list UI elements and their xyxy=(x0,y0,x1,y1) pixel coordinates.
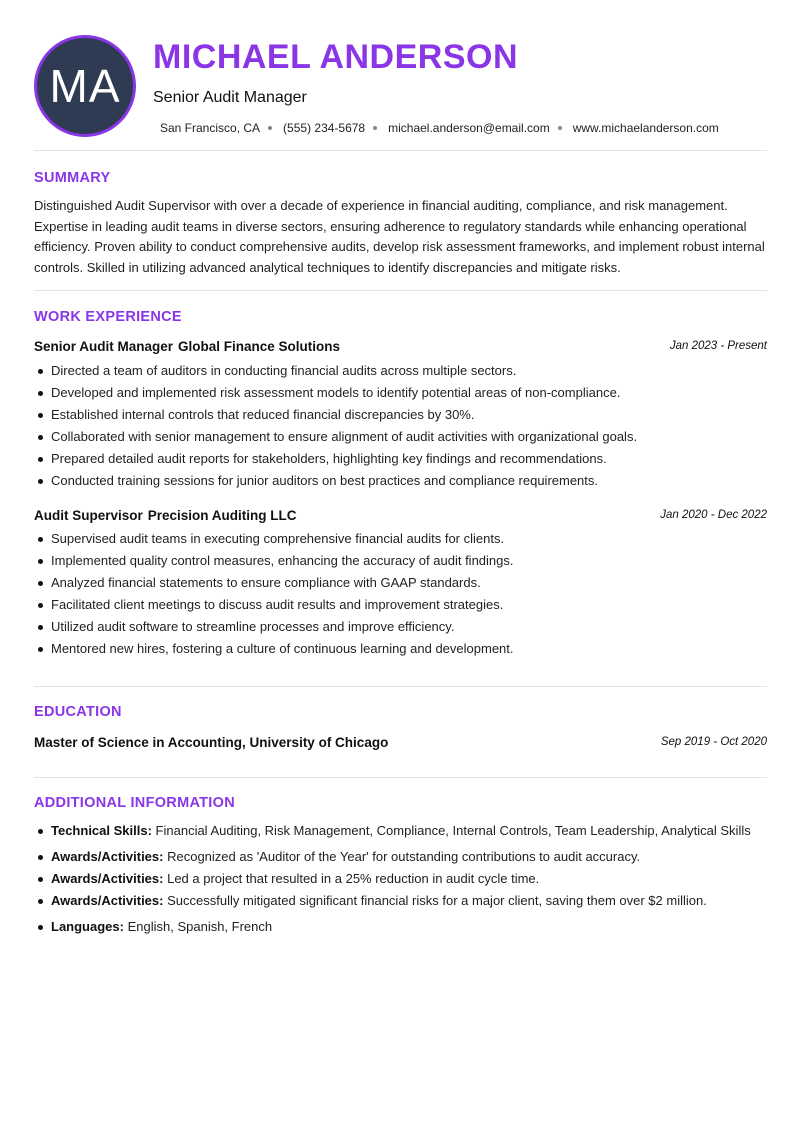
contact-website[interactable]: www.michaelanderson.com xyxy=(572,121,719,135)
additional-list xyxy=(34,820,774,938)
summary-text: Distinguished Audit Supervisor with over a decade of experience in financial auditing, compliance, and risk management. Expertise in leading audit teams in diverse sectors, ensuring adherence to regulatory standards while enhancing operational efficiency. Proven ability to conduct comprehensive audits, develop risk assessment frameworks, and implement robust internal controls. Skilled in utilizing advanced analytical techniques to identify discrepancies and mitigate risks. xyxy=(34,198,765,275)
section-divider xyxy=(34,290,767,291)
education-heading: EDUCATION xyxy=(34,704,122,720)
contact-line xyxy=(160,120,719,136)
item-label: Awards/Activities: xyxy=(51,871,164,886)
list-item: Collaborated with senior management to ensure alignment of audit activities with organizational goals. xyxy=(34,426,774,448)
item-label: Awards/Activities: xyxy=(51,849,164,864)
job-role: Senior Audit Manager xyxy=(34,338,174,354)
list-item: Established internal controls that reduced financial discrepancies by 30%. xyxy=(34,404,774,426)
education-dates: Sep 2019 - Oct 2020 xyxy=(660,736,767,748)
job-company: Precision Auditing LLC xyxy=(147,507,297,523)
item-text: Financial Auditing, Risk Management, Compliance, Internal Controls, Team Leadership, Analytical Skills xyxy=(155,823,751,838)
additional-heading: ADDITIONAL INFORMATION xyxy=(34,795,235,811)
item-text: Recognized as 'Auditor of the Year' for outstanding contributions to audit accuracy. xyxy=(167,849,641,864)
section-divider xyxy=(34,777,767,778)
contact-email[interactable]: michael.anderson@email.com xyxy=(388,121,550,135)
list-item xyxy=(34,820,774,842)
job-company: Global Finance Solutions xyxy=(178,338,341,354)
job-bullets xyxy=(34,360,774,492)
contact-location: San Francisco, CA xyxy=(160,121,261,135)
education-entry xyxy=(34,733,767,751)
item-text: English, Spanish, French xyxy=(127,919,273,934)
separator-dot-icon xyxy=(558,126,562,130)
list-item: Prepared detailed audit reports for stakeholders, highlighting key findings and recommendations. xyxy=(34,448,774,470)
section-divider xyxy=(34,150,767,151)
avatar-initials: MA xyxy=(49,60,121,112)
list-item: Implemented quality control measures, enhancing the accuracy of audit findings. xyxy=(34,550,774,572)
list-item: Conducted training sessions for junior auditors on best practices and compliance requirements. xyxy=(34,470,774,492)
contact-phone[interactable]: (555) 234-5678 xyxy=(283,121,366,135)
job-dates: Jan 2020 - Dec 2022 xyxy=(660,509,767,521)
avatar xyxy=(34,35,136,137)
job-dates: Jan 2023 - Present xyxy=(669,340,767,352)
section-divider xyxy=(34,686,767,687)
list-item xyxy=(34,916,774,938)
job-bullets xyxy=(34,528,774,660)
separator-dot-icon xyxy=(268,126,272,130)
item-label: Technical Skills: xyxy=(51,823,152,838)
job-header xyxy=(34,337,767,355)
job-header xyxy=(34,506,767,524)
item-text: Successfully mitigated significant financial risks for a major client, saving them over $2 million. xyxy=(167,893,707,908)
candidate-title: Senior Audit Manager xyxy=(153,89,307,106)
list-item: Mentored new hires, fostering a culture of continuous learning and development. xyxy=(34,638,774,660)
list-item: Analyzed financial statements to ensure compliance with GAAP standards. xyxy=(34,572,774,594)
item-label: Awards/Activities: xyxy=(51,893,164,908)
education-degree: Master of Science in Accounting, University of Chicago xyxy=(34,734,389,750)
job-role-line xyxy=(34,508,297,523)
separator-dot-icon xyxy=(373,126,377,130)
job-role-line xyxy=(34,339,340,354)
list-item xyxy=(34,890,774,912)
list-item: Developed and implemented risk assessment models to identify potential areas of non-compliance. xyxy=(34,382,774,404)
list-item xyxy=(34,846,774,868)
job-role: Audit Supervisor xyxy=(34,507,143,523)
list-item xyxy=(34,868,774,890)
list-item: Utilized audit software to streamline processes and improve efficiency. xyxy=(34,616,774,638)
candidate-name: MICHAEL ANDERSON xyxy=(153,38,519,76)
list-item: Facilitated client meetings to discuss audit results and improvement strategies. xyxy=(34,594,774,616)
item-text: Led a project that resulted in a 25% reduction in audit cycle time. xyxy=(167,871,540,886)
item-label: Languages: xyxy=(51,919,124,934)
summary-heading: SUMMARY xyxy=(34,170,111,186)
list-item: Supervised audit teams in executing comprehensive financial audits for clients. xyxy=(34,528,774,550)
list-item: Directed a team of auditors in conducting financial audits across multiple sectors. xyxy=(34,360,774,382)
experience-heading: WORK EXPERIENCE xyxy=(34,309,182,325)
